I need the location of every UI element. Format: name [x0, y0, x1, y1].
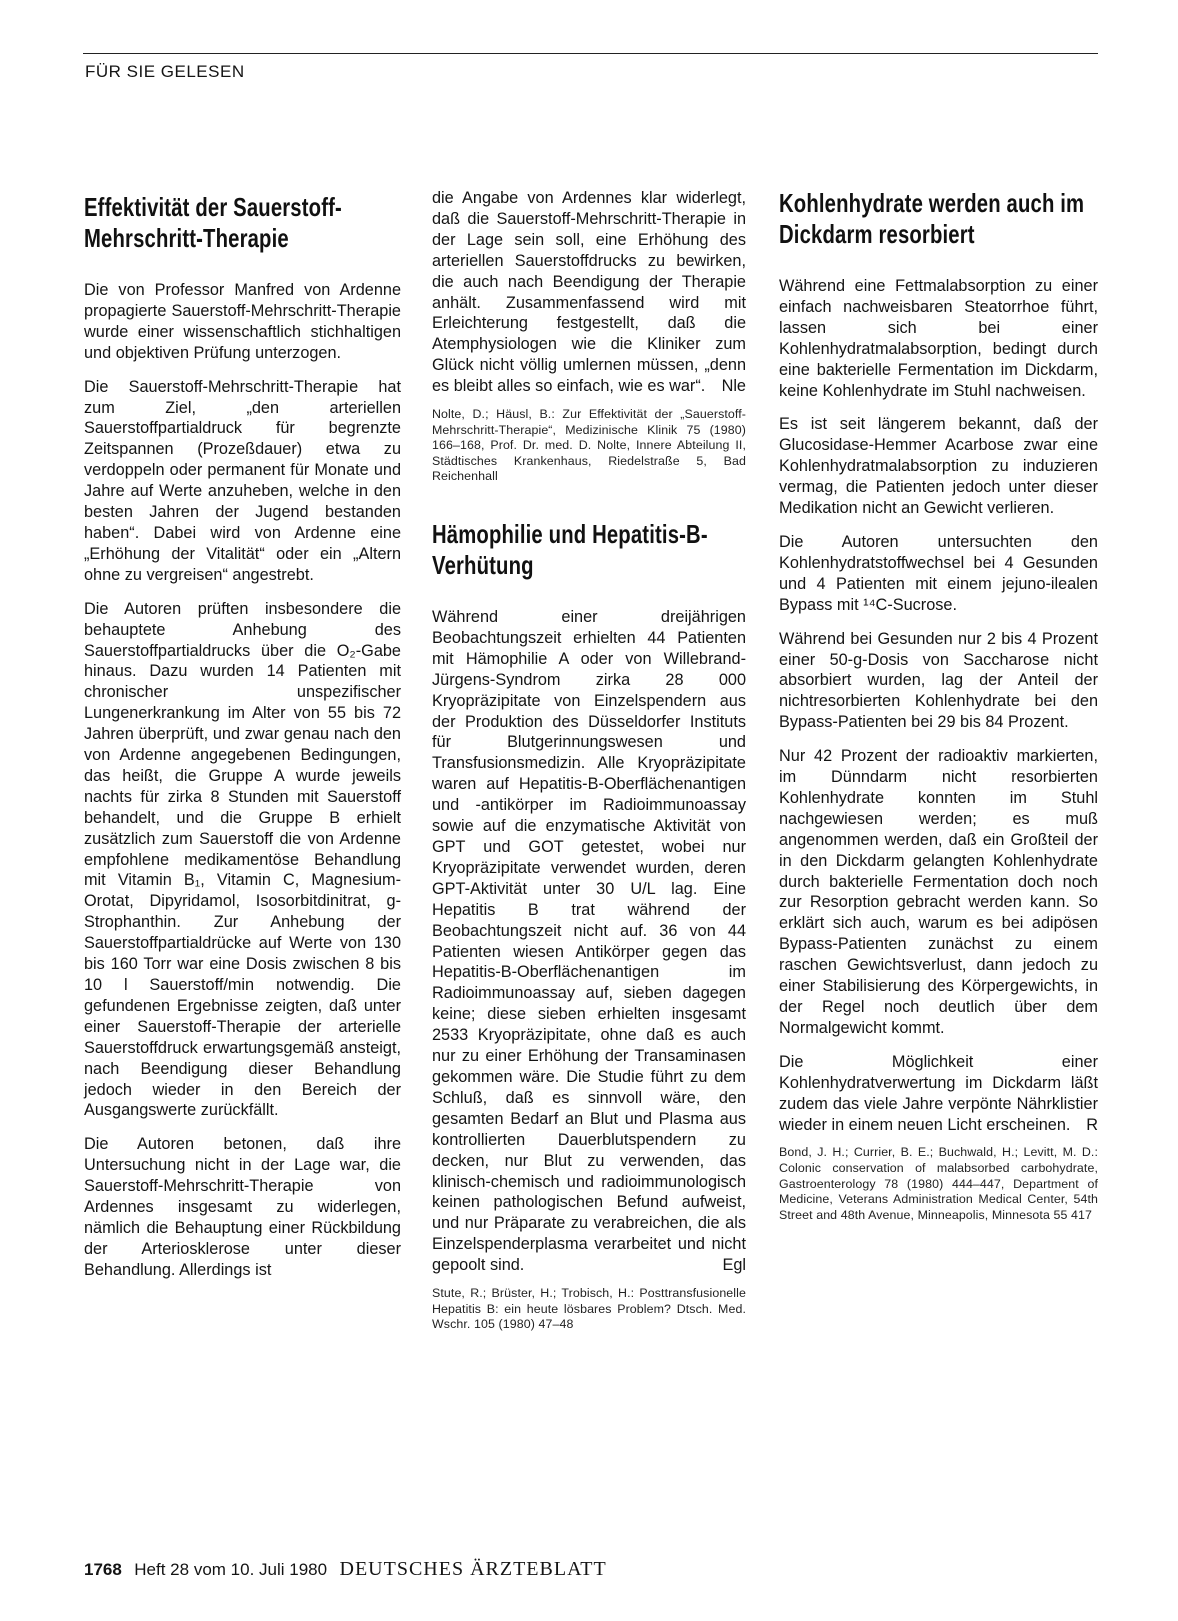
- article-3-paragraph: Nur 42 Prozent der radioaktiv markierten, im Dünndarm nicht resorbierten Kohlenhydrate konnten im Stuhl nachgewiesen werden; es muß angenommen werden, daß ein Großteil der in den Dickdarm gelangten Kohlenhydrate durch bakterielle Fermentation doch noch zur Resorption gebracht werden kann. So erklärt sich auch, warum es bei adipösen Bypass-Patienten zunächst zu einem raschen Gewichtsverlust, dann jedoch zu einer Stabilisierung des Körpergewichts, in der Regel noch deutlich über dem Normalgewicht kommt.: [779, 747, 1098, 1037]
- article-1-paragraph: Die Sauerstoff-Mehrschritt-Therapie hat zum Ziel, „den arteriellen Sauerstoffpartialdruck für begrenzte Zeitspannen (Prozeßdauer) etwa zu verdoppeln oder permanent für Monate und Jahre auf Werte anzuheben, welche in den besten Jahren der Jugend bestanden haben“. Dabei wird von Ardenne eine „Erhöhung der Vitalität“ oder ein „Altern ohne zu vergreisen“ angestrebt.: [84, 377, 401, 584]
- article-2-paragraph-text: Während einer dreijährigen Beobachtungszeit erhielten 44 Patienten mit Hämophilie A oder von Willebrand-Jürgens-Syndrom zirka 28 000 Kryopräzipitate von Einzelspendern aus der Produktion des Düsseldorfer Instituts für Blutgerinnungswesen und Transfusionsmedizin. Alle Kryopräzipitate waren auf Hepatitis-B-Oberflächenantigen und -antikörper im Radioimmunoassay sowie auf die enzymatische Aktivität von GPT und GOT getestet, wobei nur Kryopräzipitate verwendet wurden, deren GPT-Aktivität unter 30 U/L lag. Eine Hepatitis B trat während der Beobachtungszeit nicht auf. 36 von 44 Patienten wiesen Antikörper gegen das Hepatitis-B-Oberflächenantigen im Radioimmunoassay auf, sieben dagegen keine; diese sieben erhielten insgesamt 2533 Kryopräzipitate, ohne daß es auch nur zu einer Erhöhung der Transaminasen gekommen wäre. Die Studie führt zu dem Schluß, daß es sinnvoll wäre, den gesamten Bedarf an Blut und Plasma aus kontrollierten Dauerblutspendern zu decken, nur Blut zu verwenden, das klinisch-chemisch und radioimmunologisch keinen pathologischen Befund aufweist, und nur Präparate zu verabreichen, die als Einzelspenderplasma verarbeitet und nicht gepoolt sind.: [432, 608, 746, 1275]
- article-3-signature: R: [1086, 1115, 1098, 1134]
- article-3-paragraph: Die Autoren untersuchten den Kohlenhydratstoffwechsel bei 4 Gesunden und 4 Patienten mit einem jejuno-ilealen Bypass mit ¹⁴C-Sucrose.: [779, 532, 1098, 614]
- article-2-paragraph: [432, 607, 746, 1276]
- section-label: FÜR SIE GELESEN: [85, 62, 245, 81]
- article-3-paragraph-text: Die Möglichkeit einer Kohlenhydratverwertung im Dickdarm läßt zudem das viele Jahre verpönte Nährklistier wieder in einem neuen Licht erscheinen.: [779, 1052, 1098, 1134]
- issue-info: Heft 28 vom 10. Juli 1980: [134, 1560, 328, 1579]
- article-1-paragraph-text: die Angabe von Ardennes klar widerlegt, daß die Sauerstoff-Mehrschritt-Therapie in der Lage sein soll, eine Erhöhung des arteriellen Sauerstoffdrucks zu bewirken, die auch nach Beendigung der Therapie anhält. Zusammenfassend wird mit Erleichterung festgestellt, daß die Atemphysiologen wie die Kliniker zum Glück nicht völlig umlernen müssen, „denn es bleibt alles so einfach, wie es war“.: [432, 189, 746, 396]
- article-3-paragraph: [779, 1052, 1098, 1136]
- article-1-paragraph: [432, 188, 746, 397]
- article-3-headline: Kohlenhydrate werden auch im Dickdarm resorbiert: [779, 188, 1085, 249]
- article-2-signature: Egl: [722, 1256, 746, 1275]
- column-1: [84, 192, 401, 1281]
- column-3: [779, 188, 1098, 1223]
- article-2-reference: Stute, R.; Brüster, H.; Trobisch, H.: Posttransfusionelle Hepatitis B: ein heute lösbares Problem? Dtsch. Med. Wschr. 105 (1980) 47–48: [432, 1286, 746, 1332]
- article-1-headline: Effektivität der Sauerstoff-Mehrschritt-Therapie: [84, 192, 342, 253]
- article-3-paragraph: Während bei Gesunden nur 2 bis 4 Prozent einer 50-g-Dosis von Saccharose nicht absorbiert wurden, lag der Anteil der nichtresorbierten Kohlenhydrate bei den Bypass-Patienten bei 29 bis 84 Prozent.: [779, 629, 1098, 732]
- page-footer: [84, 1558, 607, 1581]
- article-2-headline: Hämophilie und Hepatitis-B-Verhütung: [432, 519, 708, 581]
- header-rule: [83, 53, 1098, 54]
- article-1-reference: Nolte, D.; Häusl, B.: Zur Effektivität der „Sauerstoff-Mehrschritt-Therapie“, Medizinische Klinik 75 (1980) 166–168, Prof. Dr. med. D. Nolte, Innere Abteilung II, Städtisches Krankenhaus, Riedelstraße 5, Bad Reichenhall: [432, 407, 746, 484]
- article-3-reference: Bond, J. H.; Currier, B. E.; Buchwald, H.; Levitt, M. D.: Colonic conservation of malabsorbed carbohydrate, Gastroenterology 78 (1980) 444–447, Department of Medicine, Veterans Administration Medical Center, 54th Street and 48th Avenue, Minneapolis, Minnesota 55 417: [779, 1145, 1098, 1222]
- article-3-paragraph: Es ist seit längerem bekannt, daß der Glucosidase-Hemmer Acarbose zwar eine Kohlenhydratmalabsorption zu induzieren vermag, die Patienten jedoch unter dieser Medikation nicht an Gewicht verlieren.: [779, 415, 1098, 518]
- article-1-paragraph: Die von Professor Manfred von Ardenne propagierte Sauerstoff-Mehrschritt-Therapie wurde einer wissenschaftlich stichhaltigen und objektiven Prüfung unterzogen.: [84, 281, 401, 362]
- article-1-paragraph: Die Autoren prüften insbesondere die behauptete Anhebung des Sauerstoffpartialdrucks über die O₂-Gabe hinaus. Dazu wurden 14 Patienten mit chronischer unspezifischer Lungenerkrankung im Alter von 55 bis 72 Jahren überprüft, und zwar genau nach den von Ardenne angegebenen Bedingungen, das heißt, die Gruppe A wurde jeweils nachts für zirka 8 Stunden mit Sauerstoff behandelt, und die Gruppe B erhielt zusätzlich zum Sauerstoff die von Ardenne empfohlene medikamentöse Behandlung mit Vitamin B₁, Vitamin C, Magnesium-Orotat, Dipyridamol, Isosorbitdinitrat, g-Strophanthin. Zur Anhebung der Sauerstoffpartialdrücke auf Werte von 130 bis 160 Torr war eine Dosis zwischen 8 bis 10 l Sauerstoff/min notwendig. Die gefundenen Ergebnisse zeigten, daß unter einer Sauerstoff-Therapie der arterielle Sauerstoffdruck erwartungsgemäß ansteigt, nach Beendigung dieser Behandlung jedoch wieder in den Bereich der Ausgangswerte zurückfällt.: [84, 599, 401, 1120]
- article-3-paragraph: Während eine Fettmalabsorption zu einer einfach nachweisbaren Steatorrhoe führt, lassen sich bei einer Kohlenhydratmalabsorption, bedingt durch eine bakterielle Fermentation im Dickdarm, keine Kohlenhydrate im Stuhl nachweisen.: [779, 277, 1098, 400]
- article-1-signature: Nle: [721, 377, 746, 396]
- column-2: [432, 188, 746, 1333]
- journal-name: DEUTSCHES ÄRZTEBLATT: [339, 1558, 607, 1580]
- page-number: 1768: [84, 1560, 122, 1579]
- article-1-paragraph: Die Autoren betonen, daß ihre Untersuchung nicht in der Lage war, die Sauerstoff-Mehrschritt-Therapie von Ardennes insgesamt zu widerlegen, nämlich die Behauptung einer Rückbildung der Arteriosklerose unter dieser Behandlung. Allerdings ist: [84, 1135, 401, 1279]
